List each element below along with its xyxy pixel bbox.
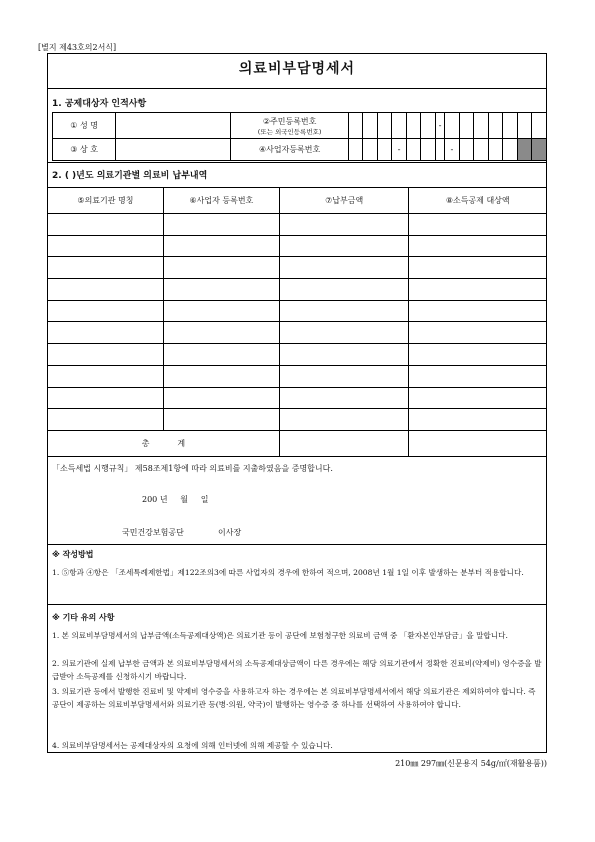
table-cell[interactable] <box>48 235 164 257</box>
rrn-digit[interactable] <box>363 113 378 139</box>
rrn-dash: - <box>435 113 444 139</box>
table-cell[interactable] <box>163 409 279 431</box>
rrn-digit[interactable] <box>348 113 363 139</box>
biz-digit[interactable] <box>474 139 489 161</box>
table-cell[interactable] <box>409 300 547 322</box>
issuer-name: 국민건강보험공단 <box>122 528 184 537</box>
col-institution-name: ⑤의료기관 명칭 <box>48 188 164 214</box>
personal-info-table <box>52 112 547 161</box>
note-item-4: 4. 의료비부담명세서는 공제대상자의 요청에 의해 인터넷에 의해 제공할 수 있습니다. <box>52 741 333 750</box>
table-cell[interactable] <box>48 300 164 322</box>
rrn-label: ②주민등록번호 <box>262 116 317 126</box>
notes-heading: ※ 기타 유의 사항 <box>52 613 115 622</box>
instructions-heading: ※ 작성방법 <box>52 550 94 559</box>
rrn-sublabel: (또는 외국인등록번호) <box>257 127 322 136</box>
certification-date: 200 년 월 일 <box>142 495 209 504</box>
table-cell[interactable] <box>48 344 164 366</box>
rrn-digit[interactable] <box>421 113 436 139</box>
table-cell[interactable] <box>163 322 279 344</box>
table-cell[interactable] <box>163 387 279 409</box>
col-payment-amount: ⑦납부금액 <box>279 188 409 214</box>
divider <box>47 162 547 163</box>
table-cell[interactable] <box>409 387 547 409</box>
business-label: ③ 상 호 <box>53 139 116 161</box>
table-cell[interactable] <box>409 365 547 387</box>
rrn-digit[interactable] <box>377 113 392 139</box>
table-cell[interactable] <box>48 365 164 387</box>
rrn-digit[interactable] <box>517 113 532 139</box>
issuer-title: 이사장 <box>218 528 242 537</box>
table-cell[interactable] <box>409 257 547 279</box>
divider <box>47 604 547 605</box>
col-deductible-amount: ⑧소득공제 대상액 <box>409 188 547 214</box>
note-item-1: 1. 본 의료비부담명세서의 납부금액(소득공제대상액)은 의료기관 등이 공단에 보험청구한 의료비 금액 중 「환자본인부담금」을 말합니다. <box>52 631 508 640</box>
table-cell[interactable] <box>48 214 164 236</box>
business-field[interactable] <box>116 139 231 161</box>
table-cell[interactable] <box>279 279 409 301</box>
shaded-cell <box>517 139 532 161</box>
table-cell[interactable] <box>279 235 409 257</box>
table-cell[interactable] <box>48 257 164 279</box>
col-business-number: ⑥사업자 등록번호 <box>163 188 279 214</box>
biz-digit[interactable] <box>459 139 474 161</box>
shaded-cell <box>532 139 547 161</box>
name-label: ① 성 명 <box>53 113 116 139</box>
table-cell[interactable] <box>409 409 547 431</box>
divider <box>47 544 547 545</box>
rrn-digit[interactable] <box>474 113 489 139</box>
rrn-digit[interactable] <box>532 113 547 139</box>
table-cell[interactable] <box>279 300 409 322</box>
table-cell[interactable] <box>163 344 279 366</box>
biz-digit[interactable] <box>421 139 436 161</box>
rrn-digit[interactable] <box>488 113 503 139</box>
rrn-digit[interactable] <box>406 113 421 139</box>
biz-dash: - <box>392 139 407 161</box>
table-cell[interactable] <box>48 387 164 409</box>
table-cell[interactable] <box>279 365 409 387</box>
total-label: 총 계 <box>48 430 280 456</box>
divider <box>47 88 547 89</box>
rrn-digit[interactable] <box>445 113 460 139</box>
note-item-2: 2. 의료기관에 실제 납부한 금액과 본 의료비부담명세서의 소득공제대상금액이 다른 경우에는 해당 의료기관에서 정확한 진료비(약제비) 영수증을 발급받아 소득공제를 신청하시기 바랍니다. <box>52 659 542 681</box>
instruction-item: 1. ⑤항과 ④항은 「조세특례제한법」제122조의3에 따른 사업자의 경우에 한하여 적으며, 2008년 1월 1일 이후 발생하는 분부터 적용합니다. <box>52 568 524 577</box>
table-cell[interactable] <box>163 257 279 279</box>
table-cell[interactable] <box>279 409 409 431</box>
biz-digit[interactable] <box>435 139 444 161</box>
biz-digit[interactable] <box>348 139 363 161</box>
table-cell[interactable] <box>48 409 164 431</box>
table-cell[interactable] <box>279 387 409 409</box>
paper-spec-footer: 210㎜ 297㎜(신문용지 54g/㎡(재활용품)) <box>395 759 547 768</box>
biz-no-label: ④사업자등록번호 <box>231 139 348 161</box>
form-title: 의료비부담명세서 <box>238 61 356 77</box>
rrn-digit[interactable] <box>459 113 474 139</box>
total-deductible[interactable] <box>409 430 547 456</box>
total-payment[interactable] <box>279 430 409 456</box>
table-cell[interactable] <box>409 214 547 236</box>
rrn-digit[interactable] <box>392 113 407 139</box>
table-cell[interactable] <box>163 279 279 301</box>
biz-dash: - <box>445 139 460 161</box>
biz-digit[interactable] <box>503 139 518 161</box>
table-cell[interactable] <box>163 365 279 387</box>
table-cell[interactable] <box>163 300 279 322</box>
table-cell[interactable] <box>409 344 547 366</box>
rrn-digit[interactable] <box>503 113 518 139</box>
note-item-3: 3. 의료기관 등에서 발행한 진료비 및 약제비 영수증을 사용하고자 하는 경우에는 본 의료비부담명세서에서 해당 의료기관은 제외하여야 합니다. 즉 공단이 제공하는 의료비부담명세서와 의료기관 등(병·의원, 약국)이 발행하는 영수증 중 하나를 선택하여 사용하여야 합니다. <box>52 687 536 709</box>
biz-digit[interactable] <box>363 139 378 161</box>
table-cell[interactable] <box>279 344 409 366</box>
certification-statement: 「소득세법 시행규칙」 제58조제1항에 따라 의료비를 지출하였음을 증명합니다. <box>52 464 333 473</box>
section2-heading: 2. ( )년도 의료기관별 의료비 납부내역 <box>52 171 208 181</box>
section1-heading: 1. 공제대상자 인적사항 <box>52 99 147 109</box>
table-cell[interactable] <box>409 322 547 344</box>
table-cell[interactable] <box>279 322 409 344</box>
table-cell[interactable] <box>48 279 164 301</box>
rrn-label-cell <box>231 113 348 139</box>
form-number-label: [별지 제43호의2서식] <box>38 43 117 52</box>
table-cell[interactable] <box>163 214 279 236</box>
table-cell[interactable] <box>279 257 409 279</box>
table-cell[interactable] <box>48 322 164 344</box>
table-cell[interactable] <box>409 235 547 257</box>
medical-expense-table <box>47 187 547 457</box>
table-cell[interactable] <box>163 235 279 257</box>
biz-digit[interactable] <box>406 139 421 161</box>
table-cell[interactable] <box>279 214 409 236</box>
biz-digit[interactable] <box>488 139 503 161</box>
table-cell[interactable] <box>409 279 547 301</box>
biz-digit[interactable] <box>377 139 392 161</box>
name-field[interactable] <box>116 113 231 139</box>
